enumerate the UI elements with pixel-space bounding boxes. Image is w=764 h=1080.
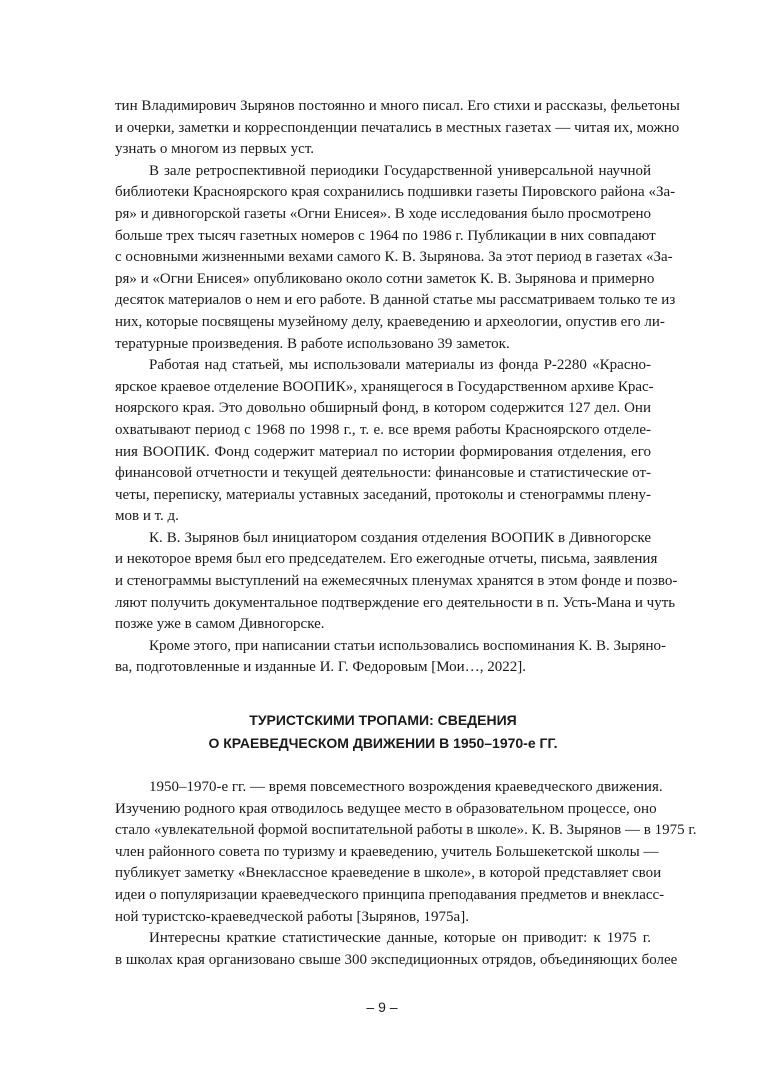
paragraph bbox=[115, 96, 680, 161]
text-line: В зале ретроспективной периодики Государственной универсальной научной bbox=[149, 162, 651, 179]
text-line: с основными жизненными вехами самого К. В. Зырянова. За этот период в газетах «За- bbox=[115, 249, 673, 266]
paragraphs-before-heading bbox=[115, 96, 680, 679]
paragraphs-after-heading bbox=[115, 777, 697, 971]
paragraph bbox=[115, 777, 697, 928]
text-line: финансовой отчетности и текущей деятельности: финансовые и статистические от- bbox=[115, 465, 651, 482]
text-line: ноярского края. Это довольно обширный фонд, в котором содержится 127 дел. Они bbox=[115, 400, 651, 417]
text-line: ной туристско-краеведческой работы [Зырянов, 1975а]. bbox=[115, 908, 469, 925]
text-line: ляют получить документальное подтверждение его деятельности в п. Усть-Мана и чуть bbox=[115, 594, 676, 611]
text-line: тин Владимирович Зырянов постоянно и много писал. Его стихи и рассказы, фельетоны bbox=[115, 98, 680, 114]
text-line: в школах края организовано свыше 300 экспедиционных отрядов, объединяющих более bbox=[115, 951, 678, 968]
text-line: Работая над статьей, мы использовали материалы из фонда Р-2280 «Красно- bbox=[149, 357, 651, 374]
text-line: библиотеки Красноярского края сохранились подшивки газеты Пировского района «За- bbox=[115, 184, 676, 201]
text-line: идеи о популяризации краеведческого принципа преподавания предметов и внекласс- bbox=[115, 887, 665, 903]
text-line: позже уже в самом Дивногорске. bbox=[115, 616, 325, 633]
paragraph bbox=[115, 161, 676, 355]
text-line: ярское краевое отделение ВООПИК», хранящегося в Государственном архиве Крас- bbox=[115, 378, 654, 395]
paragraph bbox=[115, 636, 667, 679]
text-line: и некоторое время был его председателем. Его ежегодные отчеты, письма, заявления bbox=[115, 551, 658, 568]
page-number: – 9 – bbox=[366, 999, 398, 1015]
text-line: 1950–1970-е гг. — время повсеместного возрождения краеведческого движения. bbox=[149, 779, 663, 796]
text-line: публикует заметку «Внеклассное краеведение в школе», в которой представляет свои bbox=[115, 865, 662, 882]
section-heading-line-2: О КРАЕВЕДЧЕСКОМ ДВИЖЕНИИ В 1950–1970-е ГГ. bbox=[208, 735, 558, 752]
text-line: четы, переписку, материалы уставных заседаний, протоколы и стенограммы плену- bbox=[115, 486, 651, 503]
text-line: тературные произведения. В работе использовано 39 заметок. bbox=[115, 335, 510, 352]
section-heading-line-1: ТУРИСТСКИМИ ТРОПАМИ: СВЕДЕНИЯ bbox=[249, 712, 517, 729]
section-heading bbox=[115, 709, 651, 755]
paragraph bbox=[115, 355, 654, 528]
text-line: ния ВООПИК. Фонд содержит материал по истории формирования отделения, его bbox=[115, 443, 651, 460]
text-line: ря» и «Огни Енисея» опубликовано около сотни заметок К. В. Зырянова и примерно bbox=[115, 270, 655, 287]
text-line: стало «увлекательной формой воспитательной работы в школе». К. В. Зырянов — в 1975 г. bbox=[115, 822, 697, 839]
text-line: десяток материалов о нем и его работе. В данной статье мы рассматриваем только те из bbox=[115, 292, 676, 309]
text-line: ва, подготовленные и изданные И. Г. Федоровым [Мои…, 2022]. bbox=[115, 659, 526, 676]
text-line: них, которые посвящены музейному делу, краеведению и археологии, опустив его ли- bbox=[115, 313, 665, 330]
text-line: Интересны краткие статистические данные, которые он приводит: к 1975 г. bbox=[149, 930, 651, 947]
text-line: мов и т. д. bbox=[115, 508, 179, 525]
text-line: охватывают период с 1968 по 1998 г., т. е. все время работы Красноярского отделе- bbox=[115, 421, 651, 438]
text-line: Кроме этого, при написании статьи использовались воспоминания К. В. Зыряно- bbox=[149, 637, 667, 654]
text-line: и очерки, заметки и корреспонденции печатались в местных газетах — читая их, можно bbox=[115, 119, 680, 136]
text-line: узнать о многом из первых уст. bbox=[115, 141, 315, 158]
paragraph bbox=[115, 528, 678, 636]
text-line: и стенограммы выступлений на ежемесячных пленумах хранятся в этом фонде и позво- bbox=[115, 573, 678, 590]
paragraph bbox=[115, 928, 678, 971]
text-line: член районного совета по туризму и краеведению, учитель Большекетской школы — bbox=[115, 843, 659, 860]
document-body bbox=[115, 96, 697, 971]
text-line: Изучению родного края отводилось ведущее место в образовательном процессе, оно bbox=[115, 800, 657, 817]
text-line: К. В. Зырянов был инициатором создания отделения ВООПИК в Дивногорске bbox=[149, 529, 651, 546]
text-line: больше трех тысяч газетных номеров с 1964 по 1986 г. Публикации в них совпадают bbox=[115, 227, 656, 244]
text-line: ря» и дивногорской газеты «Огни Енисея». В ходе исследования было просмотрено bbox=[115, 205, 651, 222]
